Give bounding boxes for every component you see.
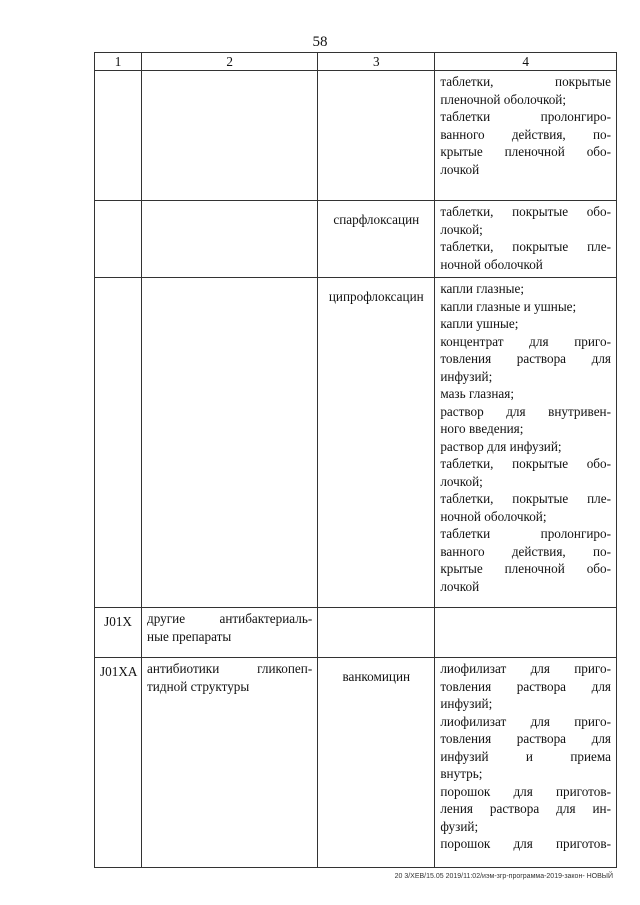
dosage-form-line: ночной оболочкой;: [440, 508, 547, 524]
dosage-form-line: внутрь;: [440, 766, 483, 781]
table-row: [95, 278, 617, 608]
group-name-cell: [142, 71, 318, 201]
group-name-line: ные препараты: [147, 628, 232, 644]
dosage-form-line: порошок для приготов-: [440, 783, 611, 799]
dosage-form-line: лиофилизат для приго-: [440, 713, 611, 729]
dosage-form-line: капли глазные и ушные;: [440, 298, 577, 314]
atc-code-cell: J01X: [95, 608, 142, 658]
dosage-form-line: таблетки пролонгиро-: [440, 109, 611, 124]
page-number: 58: [312, 34, 328, 50]
dosage-form-line: мазь глазная;: [440, 386, 514, 401]
atc-code-cell: J01XA: [95, 658, 142, 868]
group-name-cell: [142, 608, 318, 658]
dosage-form-line: лиофилизат для приго-: [440, 661, 611, 676]
dosage-form-line: таблетки, покрытые обо-: [440, 204, 611, 219]
dosage-form-line: таблетки, покрытые пле-: [440, 239, 611, 254]
group-name-line: антибиотики гликопеп-: [147, 661, 313, 676]
group-name-cell: [142, 201, 318, 278]
atc-code-cell: [95, 278, 142, 608]
group-name-line: другие антибактериаль-: [147, 611, 313, 626]
dosage-forms-cell: [435, 71, 617, 201]
header-col-1: 1: [95, 53, 142, 71]
dosage-form-line: ванного действия, по-: [440, 126, 611, 142]
dosage-form-line: раствор для внутривен-: [440, 403, 611, 419]
dosage-form-line: ления раствора для ин-: [440, 801, 611, 816]
dosage-form-line: порошок для приготов-: [440, 836, 611, 851]
dosage-form-line: инфузий;: [440, 696, 493, 711]
dosage-form-line: таблетки пролонгиро-: [440, 526, 611, 541]
atc-code-cell: [95, 71, 142, 201]
substance-cell: ципрофлоксацин: [318, 278, 435, 608]
substance-cell: ванкомицин: [318, 658, 435, 868]
dosage-form-line: ного введения;: [440, 421, 524, 436]
dosage-forms-cell: [435, 278, 617, 608]
table-row: [95, 71, 617, 201]
drug-table: [94, 52, 617, 868]
table-header-row: [95, 53, 617, 71]
dosage-forms-cell: [435, 658, 617, 868]
footer-stamp: 20 3/XEB/15.05 2019/11:02/иэм-згр-программа-2019-закон- НОВЫЙ: [394, 873, 613, 880]
dosage-form-line: товления раствора для: [440, 351, 611, 366]
substance-cell: [318, 71, 435, 201]
substance-cell: [318, 608, 435, 658]
table-row: [95, 608, 617, 658]
dosage-form-line: лочкой;: [440, 221, 483, 237]
dosage-form-line: лочкой: [440, 161, 480, 177]
dosage-form-line: ванного действия, по-: [440, 543, 611, 559]
dosage-form-line: лочкой: [440, 578, 480, 594]
dosage-form-line: крытые пленочной обо-: [440, 561, 611, 576]
dosage-form-line: таблетки, покрытые обо-: [440, 456, 611, 471]
dosage-form-line: раствор для инфузий;: [440, 438, 562, 454]
dosage-form-line: товления раствора для: [440, 678, 611, 694]
table-row: [95, 658, 617, 868]
dosage-forms-cell: [435, 608, 617, 658]
dosage-form-line: фузий;: [440, 818, 479, 834]
header-col-3: 3: [318, 53, 435, 71]
dosage-form-line: лочкой;: [440, 473, 483, 489]
dosage-form-line: капли ушные;: [440, 316, 519, 331]
atc-code-cell: [95, 201, 142, 278]
header-col-2: 2: [142, 53, 318, 71]
substance-cell: спарфлоксацин: [318, 201, 435, 278]
group-name-line: тидной структуры: [147, 678, 250, 694]
dosage-form-line: крытые пленочной обо-: [440, 144, 611, 159]
dosage-form-line: концентрат для приго-: [440, 333, 611, 349]
dosage-form-line: инфузий;: [440, 368, 493, 384]
dosage-form-line: пленочной оболочкой;: [440, 91, 567, 107]
group-name-cell: [142, 278, 318, 608]
dosage-form-line: товления раствора для: [440, 731, 611, 746]
dosage-form-line: таблетки, покрытые: [440, 74, 611, 89]
dosage-forms-cell: [435, 201, 617, 278]
dosage-form-line: капли глазные;: [440, 281, 525, 296]
group-name-cell: [142, 658, 318, 868]
dosage-form-line: таблетки, покрытые пле-: [440, 491, 611, 506]
table-row: [95, 201, 617, 278]
header-col-4: 4: [435, 53, 617, 71]
dosage-form-line: инфузий и приема: [440, 748, 611, 764]
dosage-form-line: ночной оболочкой: [440, 256, 543, 272]
